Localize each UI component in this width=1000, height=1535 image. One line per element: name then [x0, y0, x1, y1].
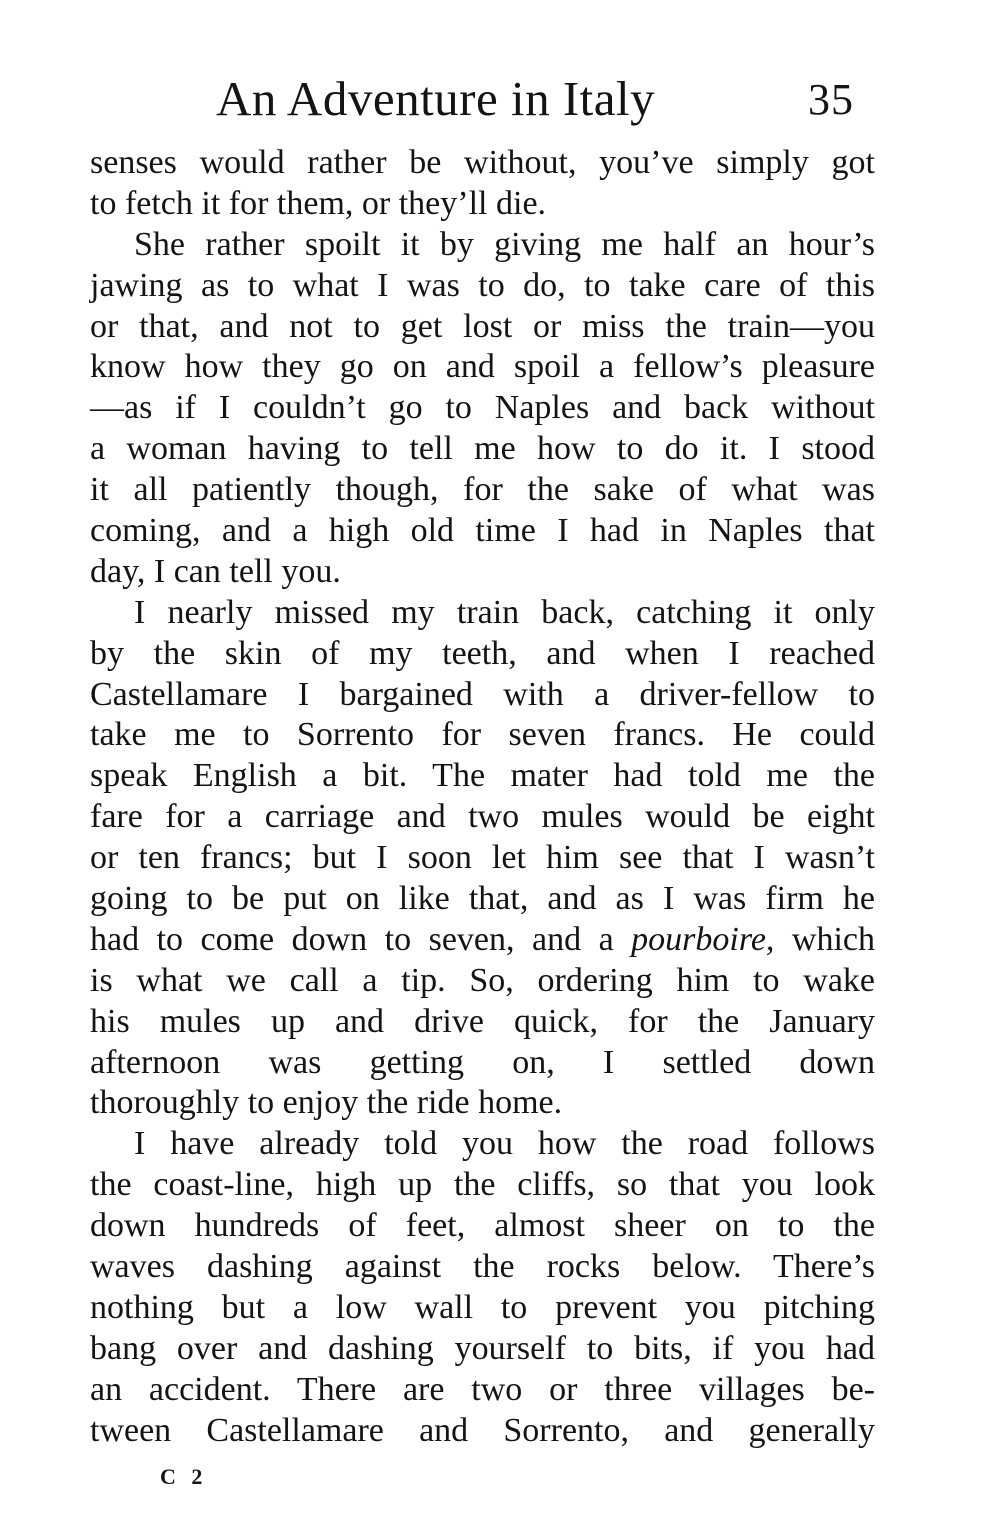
text-line-end: which — [774, 920, 876, 958]
text-line: take me to Sorrento for seven francs. He could — [90, 716, 875, 754]
text-line: is what we call a tip. So, ordering him to wake — [90, 961, 875, 999]
text-line: down hundreds of feet, almost sheer on to the — [90, 1207, 875, 1245]
text-line: I have already told you how the road follows — [134, 1125, 875, 1163]
text-line: or ten francs; but I soon let him see that I wasn’t — [90, 839, 875, 877]
text-line: afternoon was getting on, I settled down — [90, 1043, 875, 1081]
signature-mark: C 2 — [160, 1464, 208, 1489]
body-text — [90, 143, 875, 1452]
text-line: to fetch it for them, or they’ll die. — [90, 184, 547, 222]
text-line: senses would rather be without, you’ve simply got — [90, 144, 875, 181]
text-line: going to be put on like that, and as I was firm he — [90, 880, 875, 918]
text-line: it all patiently though, for the sake of what was — [90, 471, 875, 509]
running-title: An Adventure in Italy — [216, 71, 656, 126]
text-line: tween Castellamare and Sorrento, and generally — [90, 1411, 875, 1449]
text-line-start: had to come down to seven, and a — [90, 920, 632, 958]
page-number: 35 — [808, 75, 854, 124]
text-line: day, I can tell you. — [90, 552, 341, 590]
italic-word: pourboire, — [631, 920, 775, 958]
text-line: nothing but a low wall to prevent you pitching — [90, 1288, 875, 1326]
text-line: his mules up and drive quick, for the January — [90, 1002, 875, 1040]
text-line: bang over and dashing yourself to bits, if you had — [90, 1329, 875, 1367]
text-line: an accident. There are two or three villages be- — [90, 1370, 875, 1408]
text-line: coming, and a high old time I had in Naples that — [90, 512, 875, 550]
text-line: waves dashing against the rocks below. There’s — [90, 1248, 875, 1286]
running-head — [0, 70, 1000, 130]
text-line: Castellamare I bargained with a driver-fellow to — [90, 675, 875, 713]
text-line: jawing as to what I was to do, to take care of this — [90, 266, 875, 304]
text-line: know how they go on and spoil a fellow’s pleasure — [90, 348, 875, 386]
text-line: She rather spoilt it by giving me half an hour’s — [134, 225, 875, 263]
text-line: fare for a carriage and two mules would be eight — [90, 798, 875, 836]
text-line: a woman having to tell me how to do it. I stood — [90, 430, 875, 468]
text-line-with-italic — [90, 920, 875, 961]
text-line: thoroughly to enjoy the ride home. — [90, 1084, 563, 1122]
text-line: I nearly missed my train back, catching it only — [134, 593, 875, 631]
text-line: or that, and not to get lost or miss the train—you — [90, 307, 875, 345]
text-line: the coast-line, high up the cliffs, so that you look — [90, 1166, 875, 1204]
text-line: by the skin of my teeth, and when I reached — [90, 634, 875, 672]
text-line: speak English a bit. The mater had told me the — [90, 757, 875, 795]
text-line: —as if I couldn’t go to Naples and back without — [90, 389, 875, 427]
